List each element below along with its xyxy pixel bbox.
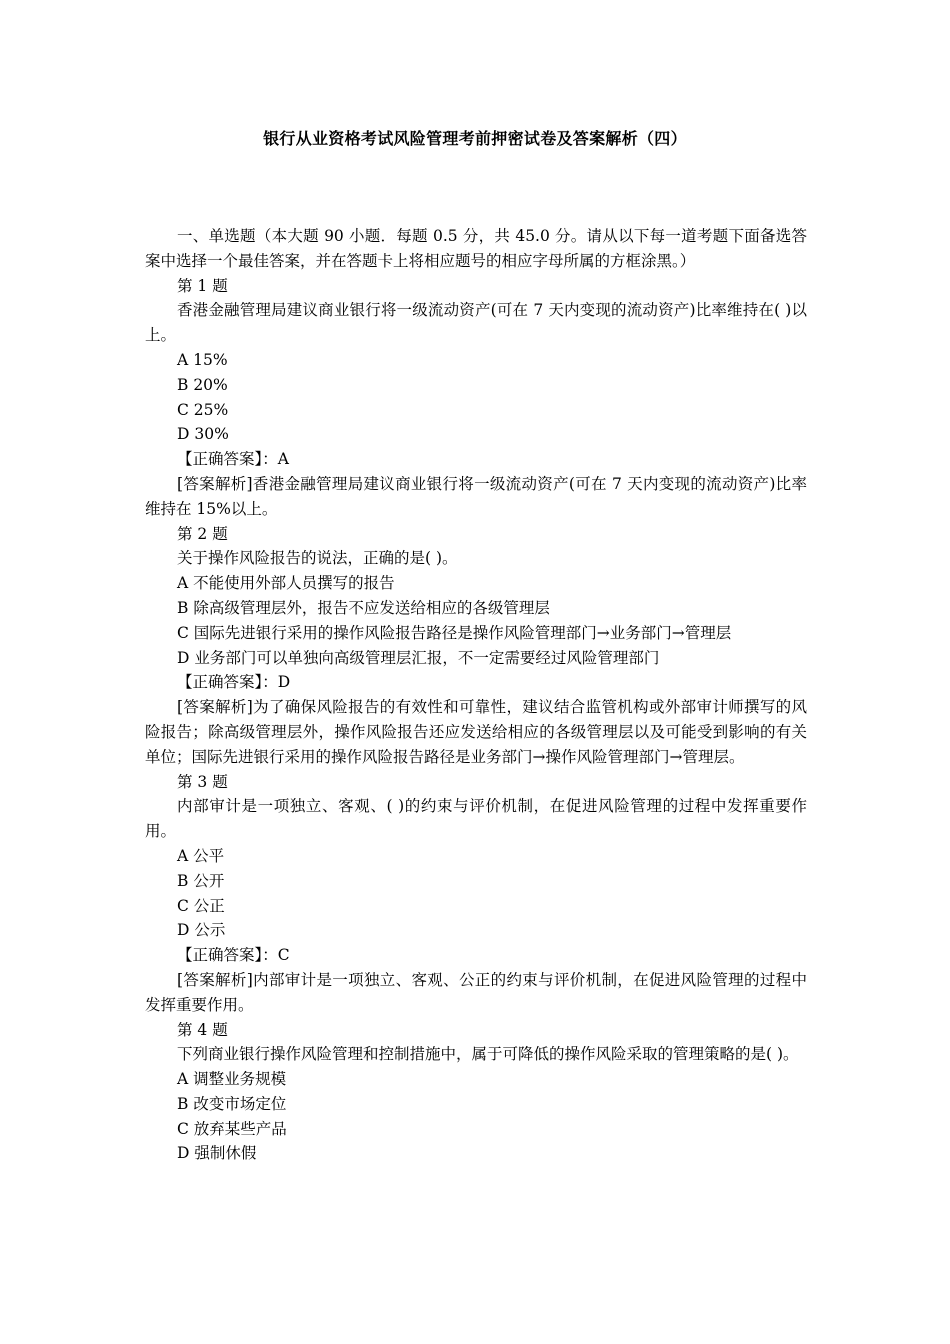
question-number: 第 4 题 <box>177 1020 228 1039</box>
correct-answer: 【正确答案】：C <box>177 946 290 965</box>
answer-analysis: [答案解析]香港金融管理局建议商业银行将一级流动资产(可在 7 天内变现的流动资产)比率维持在 15%以上。 <box>145 474 807 518</box>
question-option: B 20% <box>177 375 228 394</box>
question-option: C 国际先进银行采用的操作风险报告路径是操作风险管理部门→业务部门→管理层 <box>177 623 732 642</box>
question-number: 第 2 题 <box>177 524 228 543</box>
document-title: 银行从业资格考试风险管理考前押密试卷及答案解析（四） <box>263 129 687 148</box>
question-option: A 不能使用外部人员撰写的报告 <box>177 574 395 593</box>
question-option: D 业务部门可以单独向高级管理层汇报，不一定需要经过风险管理部门 <box>177 648 660 667</box>
question-option: C 25% <box>177 400 229 419</box>
question-option: C 公正 <box>177 896 225 915</box>
question-option: C 放弃某些产品 <box>177 1119 287 1138</box>
document-body <box>145 224 807 1166</box>
question-option: D 强制休假 <box>177 1144 257 1163</box>
question-stem: 香港金融管理局建议商业银行将一级流动资产(可在 7 天内变现的流动资产)比率维持在( )以上。 <box>145 301 807 345</box>
section-intro: 一、单选题（本大题 90 小题．每题 0.5 分，共 45.0 分。请从以下每一道考题下面备选答案中选择一个最佳答案，并在答题卡上将相应题号的相应字母所属的方框涂黑。） <box>145 227 807 270</box>
question-option: D 30% <box>177 425 229 444</box>
question-option: B 除高级管理层外，报告不应发送给相应的各级管理层 <box>177 598 550 617</box>
question-option: D 公示 <box>177 921 226 940</box>
answer-analysis: [答案解析]内部审计是一项独立、客观、公正的约束与评价机制，在促进风险管理的过程中发挥重要作用。 <box>145 970 807 1014</box>
question-stem: 关于操作风险报告的说法，正确的是( )。 <box>177 549 458 568</box>
question-option: A 调整业务规模 <box>177 1070 287 1089</box>
question-option: B 改变市场定位 <box>177 1094 287 1113</box>
correct-answer: 【正确答案】：A <box>177 450 289 469</box>
question-number: 第 3 题 <box>177 772 228 791</box>
answer-analysis: [答案解析]为了确保风险报告的有效性和可靠性，建议结合监管机构或外部审计师撰写的风险报告；除高级管理层外，操作风险报告还应发送给相应的各级管理层以及可能受到影响的有关单位；国际先进银行采用的操作风险报告路径是业务部门→操作风险管理部门→管理层。 <box>145 698 807 766</box>
question-stem: 内部审计是一项独立、客观、( )的约束与评价机制，在促进风险管理的过程中发挥重要作用。 <box>145 797 807 841</box>
question-option: A 公平 <box>177 846 225 865</box>
correct-answer: 【正确答案】：D <box>177 673 291 692</box>
question-option: A 15% <box>177 350 228 369</box>
question-option: B 公开 <box>177 871 225 890</box>
question-stem: 下列商业银行操作风险管理和控制措施中，属于可降低的操作风险采取的管理策略的是( )。 <box>177 1045 799 1064</box>
question-number: 第 1 题 <box>177 276 228 295</box>
